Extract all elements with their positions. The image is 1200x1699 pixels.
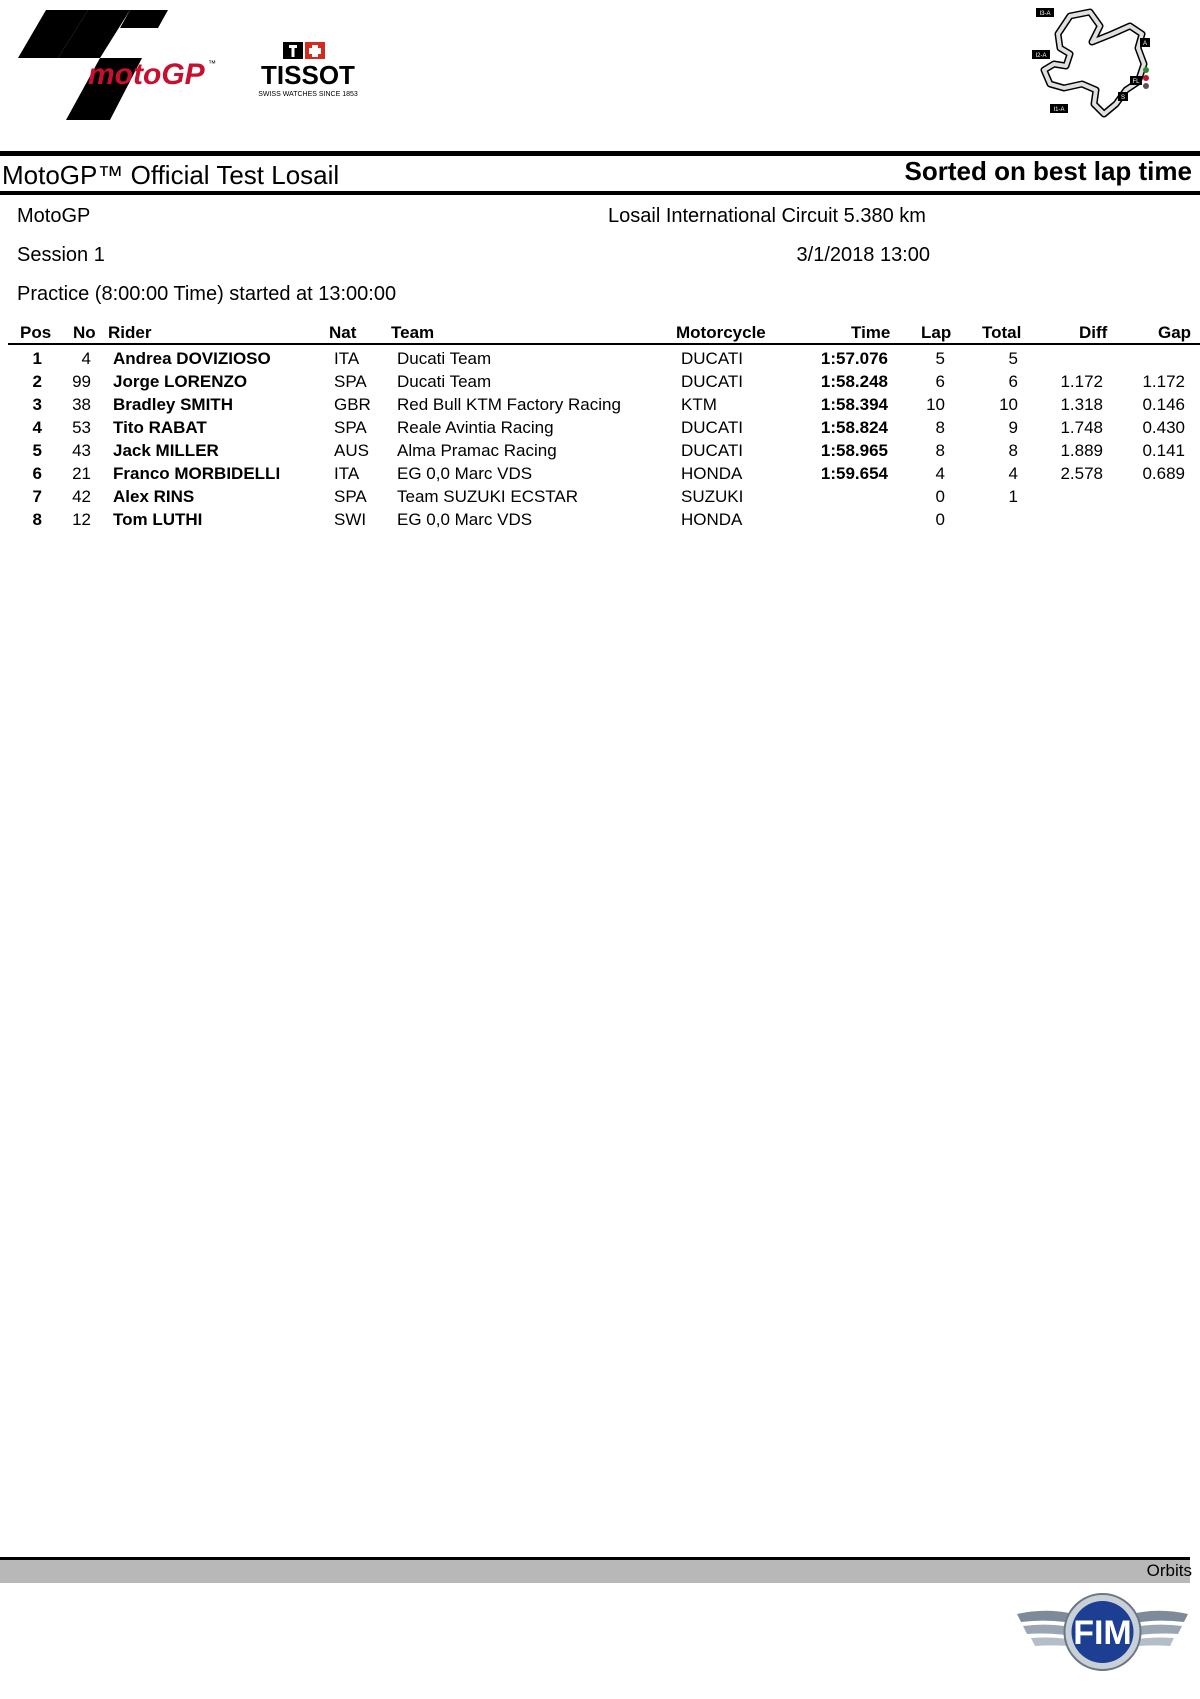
- cell-nat: GBR: [334, 395, 371, 414]
- cell-gap: 0.146: [1142, 395, 1185, 414]
- track-label-i1a: I1-A: [1053, 107, 1065, 113]
- event-title: MotoGP™ Official Test Losail: [2, 160, 340, 190]
- table-row: [0, 395, 1200, 418]
- cell-lap: 0: [935, 487, 945, 506]
- cell-lap: 10: [926, 395, 945, 414]
- cell-nat: SPA: [334, 487, 367, 506]
- cell-lap: 5: [935, 349, 945, 368]
- cell-gap: 0.430: [1142, 418, 1185, 437]
- table-row: [0, 487, 1200, 510]
- cell-pos: 1: [32, 349, 42, 368]
- col-header-lap: Lap: [921, 323, 952, 342]
- practice-info: Practice (8:00:00 Time) started at 13:00:00: [17, 283, 397, 305]
- cell-motorcycle: SUZUKI: [681, 487, 744, 506]
- cell-rider: Jorge LORENZO: [113, 372, 248, 391]
- footer-bar: [0, 1557, 1190, 1583]
- cell-time: 1:58.965: [820, 441, 888, 460]
- cell-nat: ITA: [334, 464, 360, 483]
- cell-lap: 6: [935, 372, 945, 391]
- cell-rider: Franco MORBIDELLI: [113, 464, 281, 483]
- cell-motorcycle: DUCATI: [681, 372, 744, 391]
- cell-rider: Andrea DOVIZIOSO: [113, 349, 271, 368]
- col-header-gap: Gap: [1158, 323, 1192, 342]
- cell-no: 43: [72, 441, 91, 460]
- cell-motorcycle: DUCATI: [681, 349, 744, 368]
- cell-nat: ITA: [334, 349, 360, 368]
- track-label-a: A: [1142, 41, 1148, 47]
- cell-rider: Jack MILLER: [113, 441, 219, 460]
- cell-rider: Bradley SMITH: [113, 395, 233, 414]
- cell-motorcycle: DUCATI: [681, 441, 744, 460]
- cell-gap: 0.689: [1142, 464, 1185, 483]
- cell-pos: 8: [32, 510, 42, 529]
- col-header-diff: Diff: [1079, 323, 1108, 342]
- cell-diff: 1.748: [1060, 418, 1103, 437]
- table-row: [0, 441, 1200, 464]
- cell-pos: 2: [32, 372, 42, 391]
- cell-nat: SPA: [334, 372, 367, 391]
- cell-total: 8: [1008, 441, 1018, 460]
- col-header-nat: Nat: [329, 323, 357, 342]
- tissot-logo-text: TISSOT: [261, 60, 355, 90]
- table-row: [0, 464, 1200, 487]
- cell-diff: 2.578: [1060, 464, 1103, 483]
- provider-label: Orbits: [1146, 1561, 1192, 1580]
- motogp-logo-text: motoGP: [88, 58, 205, 91]
- tissot-logo: [243, 40, 373, 100]
- col-header-team: Team: [391, 323, 435, 342]
- cell-team: Red Bull KTM Factory Racing: [397, 395, 621, 414]
- cell-team: EG 0,0 Marc VDS: [397, 510, 533, 529]
- cell-team: Alma Pramac Racing: [397, 441, 557, 460]
- col-header-no: No: [73, 323, 96, 342]
- cell-time: 1:59.654: [820, 464, 888, 483]
- track-label-i2a: I2-A: [1035, 53, 1047, 59]
- cell-pos: 6: [32, 464, 42, 483]
- cell-no: 21: [72, 464, 91, 483]
- track-label-fl: FL: [1132, 79, 1140, 85]
- fim-logo: [1015, 1592, 1190, 1674]
- col-header-rider: Rider: [108, 323, 152, 342]
- cell-pos: 4: [32, 418, 42, 437]
- cell-nat: AUS: [334, 441, 369, 460]
- col-header-time: Time: [851, 323, 891, 342]
- col-header-pos: Pos: [20, 323, 52, 342]
- cell-diff: 1.318: [1060, 395, 1103, 414]
- table-row: [0, 372, 1200, 395]
- cell-team: Reale Avintia Racing: [397, 418, 554, 437]
- col-header-motorcycle: Motorcycle: [676, 323, 766, 342]
- cell-motorcycle: HONDA: [681, 510, 743, 529]
- session-datetime: 3/1/2018 13:00: [796, 244, 930, 266]
- cell-pos: 5: [32, 441, 42, 460]
- cell-total: 10: [999, 395, 1018, 414]
- cell-time: 1:58.394: [820, 395, 888, 414]
- cell-diff: 1.889: [1060, 441, 1103, 460]
- cell-motorcycle: DUCATI: [681, 418, 744, 437]
- cell-time: 1:57.076: [820, 349, 888, 368]
- cell-nat: SPA: [334, 418, 367, 437]
- cell-nat: SWI: [334, 510, 367, 529]
- cell-total: 5: [1008, 349, 1018, 368]
- tissot-logo-subtext: SWISS WATCHES SINCE 1853: [258, 91, 358, 98]
- cell-team: Team SUZUKI ECSTAR: [397, 487, 579, 506]
- cell-lap: 8: [935, 441, 945, 460]
- cell-total: 4: [1008, 464, 1018, 483]
- cell-total: 1: [1008, 487, 1018, 506]
- cell-total: 9: [1008, 418, 1018, 437]
- cell-diff: 1.172: [1060, 372, 1103, 391]
- cell-rider: Alex RINS: [113, 487, 195, 506]
- cell-team: EG 0,0 Marc VDS: [397, 464, 533, 483]
- cell-team: Ducati Team: [397, 349, 492, 368]
- class-label: MotoGP: [17, 205, 91, 227]
- table-row: [0, 349, 1200, 372]
- cell-no: 12: [72, 510, 91, 529]
- circuit-label: Losail International Circuit 5.380 km: [608, 205, 926, 227]
- session-label: Session 1: [17, 244, 105, 266]
- cell-lap: 8: [935, 418, 945, 437]
- sort-note: Sorted on best lap time: [904, 156, 1192, 186]
- svg-text:™: ™: [208, 59, 216, 68]
- track-map: [1030, 4, 1160, 124]
- cell-gap: 1.172: [1142, 372, 1185, 391]
- track-label-i3a: I3-A: [1039, 11, 1051, 17]
- cell-time: 1:58.824: [820, 418, 888, 437]
- cell-pos: 7: [32, 487, 42, 506]
- cell-no: 38: [72, 395, 91, 414]
- table-row: [0, 418, 1200, 441]
- cell-rider: Tom LUTHI: [113, 510, 203, 529]
- header-rule: [8, 343, 1200, 345]
- title-rule: [0, 191, 1200, 195]
- cell-no: 53: [72, 418, 91, 437]
- cell-lap: 0: [935, 510, 945, 529]
- col-header-total: Total: [982, 323, 1022, 342]
- motogp-logo: [18, 10, 228, 120]
- fim-logo-text: FIM: [1073, 1614, 1132, 1652]
- cell-total: 6: [1008, 372, 1018, 391]
- cell-team: Ducati Team: [397, 372, 492, 391]
- cell-motorcycle: KTM: [681, 395, 717, 414]
- cell-pos: 3: [32, 395, 42, 414]
- cell-gap: 0.141: [1142, 441, 1185, 460]
- track-label-s: S: [1120, 95, 1126, 101]
- cell-lap: 4: [935, 464, 945, 483]
- cell-time: 1:58.248: [820, 372, 888, 391]
- cell-motorcycle: HONDA: [681, 464, 743, 483]
- cell-no: 4: [81, 349, 91, 368]
- cell-no: 99: [72, 372, 91, 391]
- cell-rider: Tito RABAT: [113, 418, 207, 437]
- cell-no: 42: [72, 487, 91, 506]
- table-row: [0, 510, 1200, 533]
